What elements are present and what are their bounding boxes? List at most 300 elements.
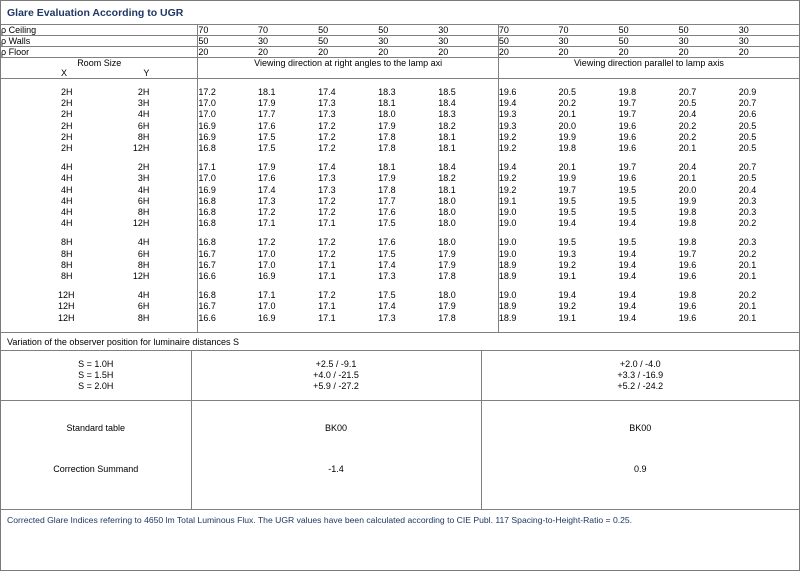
ugr-left-1: 17.1 (198, 162, 258, 173)
ugr-left-2: 17.6 (257, 173, 276, 184)
ugr-left-5: 18.2 (438, 173, 456, 184)
ugr-right-5: 20.2 (738, 248, 757, 259)
room-size-x: 12H (58, 312, 75, 323)
ugr-left-2: 17.3 (257, 195, 276, 206)
table-row (1, 185, 799, 196)
ugr-right-2: 20.0 (558, 120, 577, 131)
ugr-right-1: 19.3 (498, 109, 558, 120)
reflectance-label-walls: ρ Walls (1, 36, 31, 46)
reflectance-ceiling-5: 30 (438, 25, 449, 35)
ugr-right-5: 20.3 (738, 195, 757, 206)
reflectance-floor-2: 20 (258, 47, 269, 57)
room-size-cell (1, 249, 198, 260)
ugr-right-4: 19.7 (678, 248, 697, 259)
table-row (1, 196, 799, 207)
room-size-x: 12H (58, 290, 75, 301)
ugr-right-2: 19.1 (558, 312, 577, 323)
ugr-left-3: 17.2 (318, 120, 336, 131)
reflectance-ceiling-1: 70 (198, 25, 258, 35)
ugr-right-2: 19.5 (558, 207, 577, 218)
ugr-left-2: 17.1 (257, 290, 276, 301)
room-size-cell (1, 173, 198, 184)
room-size-y: 8H (137, 131, 150, 142)
ugr-right-1: 19.4 (498, 98, 558, 109)
ugr-left-5: 18.4 (438, 162, 456, 173)
ugr-left-3: 17.4 (318, 87, 336, 97)
ugr-right-2: 19.5 (558, 195, 577, 206)
reflectance-ceiling-4: 50 (378, 25, 389, 35)
xy-spacer-left (198, 68, 498, 78)
ugr-left-1: 16.9 (198, 185, 258, 196)
ugr-left-2: 17.2 (257, 237, 276, 248)
ugr-right-3: 19.7 (618, 162, 637, 173)
ugr-right-1: 19.0 (498, 249, 558, 260)
ugr-right-5: 20.5 (738, 120, 757, 131)
ugr-right-3: 19.4 (618, 218, 637, 229)
spacer-left (191, 392, 481, 400)
ugr-left-4: 18.0 (378, 109, 396, 120)
ugr-right-2: 19.2 (558, 259, 577, 270)
room-size-y: 6H (137, 195, 150, 206)
ugr-left-3: 17.1 (318, 259, 336, 270)
reflectance-walls-2: 30 (258, 36, 269, 46)
ugr-right-3: 19.7 (618, 109, 637, 120)
table-row (1, 132, 799, 143)
ugr-left-5: 18.1 (438, 131, 456, 142)
ugr-right-2: 20.5 (558, 87, 577, 97)
ugr-right-3: 19.4 (618, 290, 637, 301)
ugr-left-2: 17.9 (257, 98, 276, 109)
room-size-cell (1, 132, 198, 143)
ugr-left-2: 17.2 (257, 207, 276, 218)
room-size-x: 2H (61, 143, 73, 154)
ugr-right-3: 19.4 (618, 248, 637, 259)
ugr-right-4: 20.7 (678, 87, 697, 97)
ugr-left-4: 18.3 (378, 87, 396, 97)
ugr-right-5: 20.5 (738, 143, 757, 154)
reflectance-ceiling-6: 70 (498, 25, 558, 35)
ugr-left-5: 18.3 (438, 109, 456, 120)
table-row (1, 290, 799, 301)
ugr-right-1: 19.0 (498, 237, 558, 248)
room-size-x: 4H (61, 173, 73, 184)
spacer-right (481, 434, 799, 464)
room-size-x: 4H (61, 207, 73, 218)
reflectance-floor-6: 20 (498, 47, 558, 57)
ugr-right-5: 20.6 (738, 109, 757, 120)
table-row (1, 143, 799, 154)
room-size-cell (1, 87, 198, 98)
ugr-left-5: 18.5 (438, 87, 456, 97)
room-size-cell (1, 271, 198, 282)
reflectance-label-floor: ρ Floor (1, 47, 30, 57)
ugr-left-4: 17.6 (378, 237, 396, 248)
room-size-y: 4H (137, 290, 150, 301)
ugr-right-3: 19.8 (618, 87, 637, 97)
standard-table-left: BK00 (191, 423, 481, 434)
room-size-x: 8H (61, 237, 73, 248)
ugr-right-3: 19.4 (618, 301, 637, 312)
room-size-cell (1, 290, 198, 301)
variation-right-value: +5.2 / -24.2 (481, 381, 799, 392)
ugr-right-2: 19.9 (558, 173, 577, 184)
ugr-left-5: 18.1 (438, 184, 456, 195)
ugr-left-2: 17.0 (257, 248, 276, 259)
ugr-left-4: 17.3 (378, 312, 396, 323)
standard-table-row (1, 423, 799, 434)
ugr-right-4: 19.6 (678, 312, 697, 323)
ugr-left-4: 17.4 (378, 301, 396, 312)
ugr-left-1: 16.8 (198, 218, 258, 229)
room-size-x: 4H (61, 162, 73, 173)
room-size-x: 2H (61, 131, 73, 142)
spacer-left (198, 154, 499, 162)
reflectance-floor-5: 20 (438, 47, 449, 57)
ugr-left-2: 17.9 (257, 162, 276, 173)
table-row (1, 109, 799, 120)
ugr-left-1: 16.6 (198, 271, 258, 282)
reflectance-walls-6: 50 (498, 36, 558, 46)
ugr-left-1: 16.9 (198, 121, 258, 132)
ugr-left-3: 17.2 (318, 207, 336, 218)
spacer-right (498, 229, 799, 237)
spacer-left (198, 282, 499, 290)
ugr-left-4: 17.7 (378, 195, 396, 206)
spacer-left (198, 324, 499, 332)
ugr-left-1: 16.6 (198, 313, 258, 324)
reflectance-ceiling-3: 50 (318, 25, 329, 35)
table-row (1, 87, 799, 98)
ugr-right-3: 19.5 (618, 237, 637, 248)
ugr-left-5: 17.9 (438, 301, 456, 312)
ugr-right-5: 20.3 (738, 207, 757, 218)
reflectance-ceiling-10: 30 (738, 25, 749, 35)
room-size-y: 12H (132, 143, 150, 154)
room-size-y: 6H (137, 301, 150, 312)
ugr-left-2: 17.6 (257, 120, 276, 131)
ugr-left-5: 18.0 (438, 237, 456, 248)
ugr-right-2: 19.3 (558, 248, 577, 259)
viewing-direction-right-header: Viewing direction parallel to lamp axis (498, 58, 799, 68)
reflectance-label-ceiling: ρ Ceiling (1, 25, 37, 35)
footer-note: Corrected Glare Indices referring to 4650 lm Total Luminous Flux. The UGR values have been calculated according to CIE Publ. 117 Spacing-to-Height-Ratio = 0.25. (7, 514, 633, 525)
room-size-y: 8H (137, 312, 150, 323)
ugr-right-4: 20.1 (678, 143, 697, 154)
ugr-left-2: 17.1 (257, 218, 276, 229)
room-size-cell (1, 98, 198, 109)
reflectance-ceiling-7: 70 (558, 25, 569, 35)
ugr-right-2: 19.5 (558, 237, 577, 248)
room-size-x: 12H (58, 301, 75, 312)
spacer-right (498, 154, 799, 162)
ugr-right-4: 19.6 (678, 271, 697, 282)
ugr-right-1: 19.0 (498, 290, 558, 301)
ugr-right-4: 20.0 (678, 184, 697, 195)
table-row (1, 249, 799, 260)
room-size-y: 12H (132, 218, 150, 229)
room-size-y: 4H (137, 237, 150, 248)
ugr-right-5: 20.3 (738, 237, 757, 248)
spacer-left (198, 229, 499, 237)
ugr-right-1: 19.0 (498, 218, 558, 229)
table-row (1, 173, 799, 184)
ugr-left-5: 17.8 (438, 271, 456, 282)
ugr-right-1: 18.9 (498, 313, 558, 324)
ugr-left-3: 17.2 (318, 290, 336, 301)
spacer (1, 434, 191, 464)
column-header-row (1, 58, 799, 68)
ugr-left-2: 17.4 (257, 184, 276, 195)
ugr-left-5: 18.1 (438, 143, 456, 154)
room-size-x: 4H (61, 184, 73, 195)
variation-row (1, 381, 799, 392)
ugr-left-1: 16.9 (198, 132, 258, 143)
ugr-left-4: 18.1 (378, 98, 396, 109)
room-size-cell (1, 196, 198, 207)
ugr-right-1: 19.2 (498, 143, 558, 154)
table-row (1, 98, 799, 109)
spacer-left (191, 351, 481, 359)
ugr-right-3: 19.6 (618, 131, 637, 142)
ugr-left-3: 17.2 (318, 237, 336, 248)
spacer-right (481, 392, 799, 400)
correction-summand-right: 0.9 (481, 464, 799, 475)
ugr-right-1: 18.9 (498, 301, 558, 312)
ugr-left-5: 18.0 (438, 290, 456, 301)
ugr-right-2: 20.2 (558, 98, 577, 109)
variation-right-value: +2.0 / -4.0 (481, 359, 799, 370)
ugr-left-3: 17.1 (318, 271, 336, 282)
reflectance-walls-7: 30 (558, 36, 569, 46)
room-size-cell (1, 218, 198, 229)
page-title: Glare Evaluation According to UGR (7, 7, 184, 19)
variation-left-value: +2.5 / -9.1 (191, 359, 481, 370)
ugr-right-4: 19.8 (678, 290, 697, 301)
ugr-left-5: 18.2 (438, 120, 456, 131)
xy-header-cell (1, 68, 198, 78)
reflectance-walls-8: 50 (618, 36, 629, 46)
ugr-left-2: 17.0 (257, 301, 276, 312)
reflectance-row-walls (1, 36, 799, 46)
ugr-right-1: 19.2 (498, 185, 558, 196)
ugr-right-5: 20.1 (738, 259, 757, 270)
spacer (1, 392, 191, 400)
room-size-cell (1, 237, 198, 248)
room-size-x: 2H (61, 120, 73, 131)
variation-left-value: +5.9 / -27.2 (191, 381, 481, 392)
ugr-right-3: 19.4 (618, 259, 637, 270)
ugr-left-3: 17.1 (318, 312, 336, 323)
variation-note: Variation of the observer position for luminaire distances S (7, 336, 239, 347)
room-size-x: 8H (61, 271, 73, 282)
ugr-left-3: 17.3 (318, 109, 336, 120)
ugr-left-1: 16.7 (198, 249, 258, 260)
ugr-right-3: 19.5 (618, 195, 637, 206)
room-size-cell (1, 260, 198, 271)
spacer (1, 475, 191, 509)
variation-left-value: +4.0 / -21.5 (191, 370, 481, 381)
ugr-right-3: 19.5 (618, 207, 637, 218)
ugr-left-5: 18.0 (438, 218, 456, 229)
room-size-y: 6H (137, 120, 150, 131)
spacer-right (498, 324, 799, 332)
ugr-right-4: 19.8 (678, 207, 697, 218)
ugr-left-4: 17.8 (378, 184, 396, 195)
ugr-left-1: 16.8 (198, 207, 258, 218)
spacer-right (481, 351, 799, 359)
ugr-right-4: 19.9 (678, 195, 697, 206)
ugr-right-4: 20.5 (678, 98, 697, 109)
ugr-right-5: 20.7 (738, 162, 757, 173)
standard-table-right: BK00 (481, 423, 799, 434)
ugr-right-2: 19.1 (558, 271, 577, 282)
reflectance-floor-9: 20 (678, 47, 689, 57)
ugr-right-5: 20.2 (738, 290, 757, 301)
spacer-left (191, 434, 481, 464)
variation-right-value: +3.3 / -16.9 (481, 370, 799, 381)
room-size-y: 12H (132, 271, 150, 282)
room-size-x: 2H (61, 98, 73, 109)
room-size-y: 4H (137, 109, 150, 120)
ugr-right-2: 19.7 (558, 184, 577, 195)
room-size-y: 2H (137, 162, 150, 173)
ugr-right-5: 20.1 (738, 312, 757, 323)
table-row (1, 207, 799, 218)
ugr-right-2: 19.4 (558, 290, 577, 301)
ugr-right-1: 18.9 (498, 260, 558, 271)
table-row (1, 237, 799, 248)
variation-label: S = 2.0H (78, 380, 114, 391)
ugr-left-2: 17.5 (257, 143, 276, 154)
ugr-left-1: 16.8 (198, 143, 258, 154)
ugr-left-4: 17.9 (378, 173, 396, 184)
spacer (1, 351, 191, 359)
room-size-cell (1, 109, 198, 120)
ugr-right-2: 19.4 (558, 218, 577, 229)
ugr-left-2: 17.7 (257, 109, 276, 120)
reflectance-floor-8: 20 (618, 47, 629, 57)
reflectance-row-floor (1, 47, 799, 57)
spacer-right (498, 282, 799, 290)
ugr-left-2: 16.9 (257, 271, 276, 282)
ugr-right-5: 20.4 (738, 184, 757, 195)
spacer (1, 154, 198, 162)
ugr-right-4: 20.4 (678, 109, 697, 120)
ugr-right-3: 19.6 (618, 120, 637, 131)
ugr-right-5: 20.1 (738, 301, 757, 312)
ugr-left-5: 17.9 (438, 259, 456, 270)
reflectance-floor-3: 20 (318, 47, 329, 57)
ugr-right-1: 19.0 (498, 207, 558, 218)
room-size-cell (1, 313, 198, 324)
ugr-left-4: 18.1 (378, 162, 396, 173)
viewing-direction-left-header: Viewing direction at right angles to the lamp axi (198, 58, 498, 68)
spacer-left (191, 401, 481, 423)
room-size-y: 8H (137, 207, 150, 218)
room-size-x: 4H (61, 195, 73, 206)
spacer-right (498, 79, 799, 87)
ugr-left-3: 17.4 (318, 162, 336, 173)
ugr-left-2: 16.9 (257, 312, 276, 323)
ugr-right-1: 19.3 (498, 121, 558, 132)
ugr-right-2: 19.8 (558, 143, 577, 154)
ugr-left-3: 17.2 (318, 143, 336, 154)
ugr-values-table (1, 79, 799, 333)
room-size-y: 3H (137, 173, 150, 184)
ugr-left-1: 16.7 (198, 301, 258, 312)
ugr-left-5: 17.9 (438, 248, 456, 259)
reflectance-walls-3: 50 (318, 36, 329, 46)
room-size-cell (1, 185, 198, 196)
ugr-right-1: 19.1 (498, 196, 558, 207)
reflectance-table (1, 25, 799, 79)
ugr-left-2: 17.0 (257, 259, 276, 270)
room-size-x: 8H (61, 259, 73, 270)
ugr-left-2: 17.5 (257, 131, 276, 142)
room-size-cell (1, 121, 198, 132)
ugr-right-3: 19.4 (618, 271, 637, 282)
ugr-left-1: 16.8 (198, 237, 258, 248)
ugr-right-5: 20.7 (738, 98, 757, 109)
ugr-right-3: 19.4 (618, 312, 637, 323)
ugr-left-4: 17.8 (378, 143, 396, 154)
spacer (1, 401, 191, 423)
reflectance-walls-1: 50 (198, 36, 258, 46)
ugr-right-3: 19.5 (618, 184, 637, 195)
ugr-right-4: 20.4 (678, 162, 697, 173)
reflectance-ceiling-2: 70 (258, 25, 269, 35)
ugr-left-1: 17.0 (198, 173, 258, 184)
ugr-right-1: 18.9 (498, 271, 558, 282)
correction-summand-row (1, 464, 799, 475)
ugr-right-5: 20.5 (738, 131, 757, 142)
room-size-header: Room Size (77, 58, 122, 68)
room-size-y: 8H (137, 259, 150, 270)
reflectance-floor-7: 20 (558, 47, 569, 57)
ugr-right-4: 20.2 (678, 120, 697, 131)
reflectance-ceiling-9: 50 (678, 25, 689, 35)
ugr-left-4: 17.5 (378, 290, 396, 301)
ugr-left-5: 17.8 (438, 312, 456, 323)
variation-label: S = 1.5H (78, 369, 114, 380)
room-size-y: 4H (137, 184, 150, 195)
table-row (1, 121, 799, 132)
table-row (1, 301, 799, 312)
table-row (1, 260, 799, 271)
ugr-left-1: 17.2 (198, 87, 258, 98)
spacer (1, 324, 198, 332)
room-size-y: 2H (137, 87, 150, 97)
ugr-left-4: 17.8 (378, 131, 396, 142)
ugr-right-2: 20.1 (558, 162, 577, 173)
ugr-right-2: 19.9 (558, 131, 577, 142)
ugr-right-5: 20.1 (738, 271, 757, 282)
table-row (1, 162, 799, 173)
room-size-x: 2H (61, 87, 73, 97)
ugr-left-5: 18.4 (438, 98, 456, 109)
spacer-left (198, 79, 499, 87)
ugr-left-3: 17.1 (318, 218, 336, 229)
xy-spacer-right (498, 68, 799, 78)
room-size-y: 3H (137, 98, 150, 109)
ugr-right-3: 19.7 (618, 98, 637, 109)
ugr-left-4: 17.5 (378, 248, 396, 259)
xy-header-row (1, 68, 799, 78)
ugr-right-4: 19.8 (678, 237, 697, 248)
ugr-right-5: 20.9 (738, 87, 757, 97)
table-row (1, 218, 799, 229)
ugr-left-1: 17.0 (198, 98, 258, 109)
